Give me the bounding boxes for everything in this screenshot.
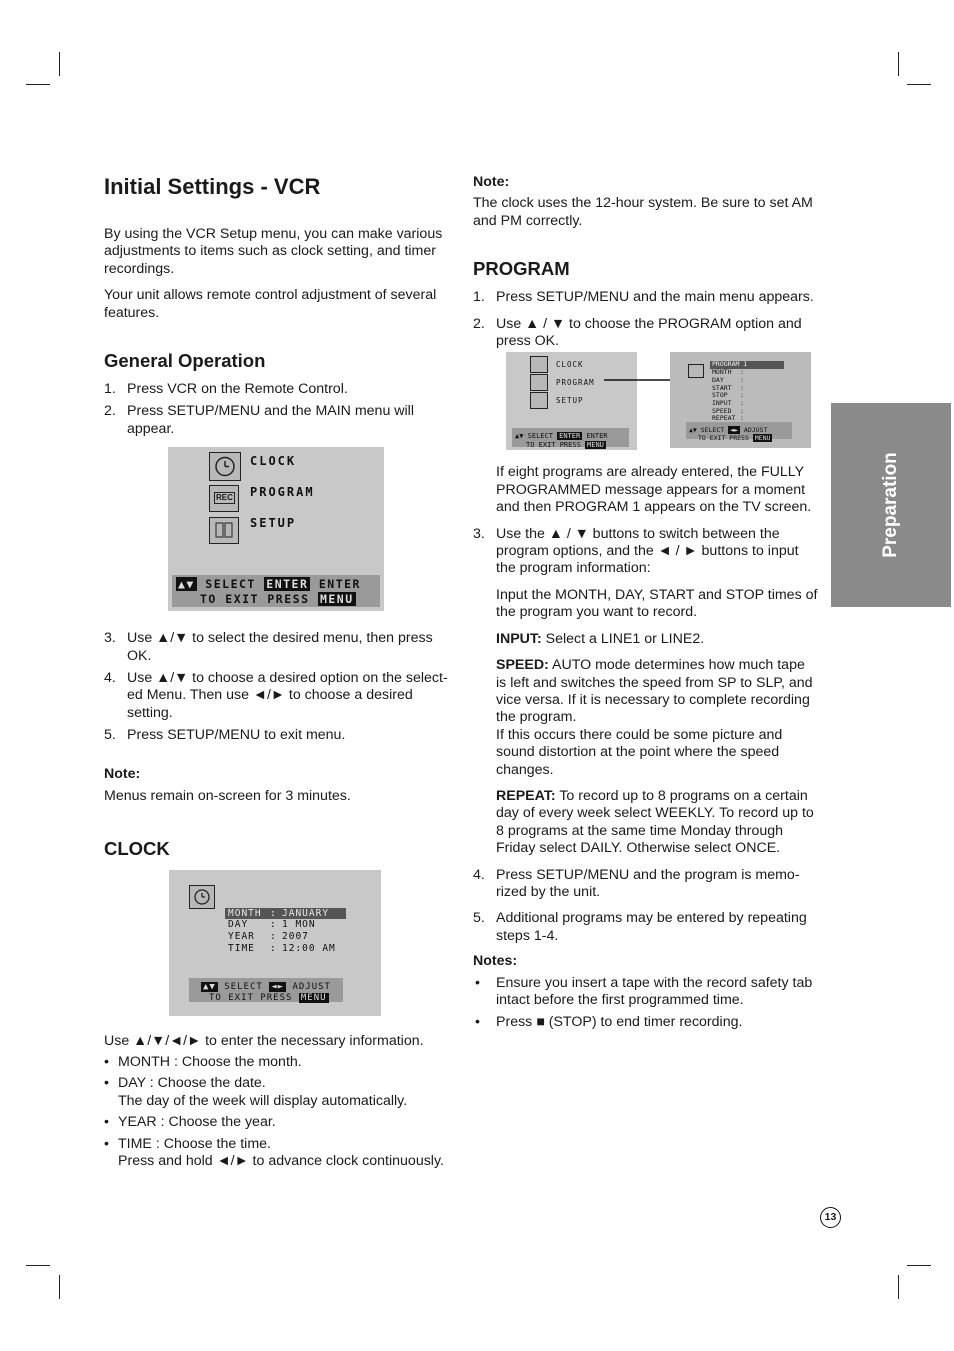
left-column: [104, 168, 452, 1170]
intro-paragraph: Your unit allows remote control adjustment of several features.: [104, 287, 437, 321]
program-row-start[interactable]: START :: [712, 383, 744, 392]
program-paragraph: Input the MONTH, DAY, START and STOP times of the program you want to record.: [496, 586, 818, 621]
list-item: 2. Use ▲ / ▼ to choose the PROGRAM option and press OK.: [473, 315, 802, 350]
list-item: 5. Press SETUP/MENU to exit menu.: [104, 727, 346, 744]
osd-footer: ▲▼ SELECT ◄► ADJUST TO EXIT PRESS MENU: [686, 422, 792, 439]
osd-footer: ▲▼ SELECT ENTER ENTER TO EXIT PRESS MENU: [172, 575, 380, 607]
setup-icon: [530, 392, 548, 409]
osd-footer: ▲▼ SELECT ◄► ADJUST TO EXIT PRESS MENU: [189, 978, 343, 1002]
intro-paragraph: By using the VCR Setup menu, you can make various adjustments to items such as clock setting, and timer recordings.: [104, 226, 443, 277]
speed-description-2: If this occurs there could be some picture and sound distortion at the point where the speed changes.: [496, 726, 783, 778]
section-heading-program: PROGRAM: [473, 258, 570, 280]
list-item: • MONTH : Choose the month.: [104, 1053, 302, 1070]
list-item: • Ensure you insert a tape with the record safety tab intact before the first programmed time.: [475, 974, 813, 1008]
program-rec-icon: [530, 374, 548, 391]
crop-mark: [898, 52, 899, 76]
speed-description: SPEED: AUTO mode determines how much tape is left and switches the speed from SP to SLP, and vice versa. If it is necessary to complete recording the program.: [496, 657, 813, 726]
program-row-day[interactable]: DAY :: [712, 375, 744, 384]
list-item: • YEAR : Choose the year.: [104, 1114, 276, 1131]
clock-icon: [530, 356, 548, 373]
crop-mark: [59, 52, 60, 76]
list-item: 5. Additional programs may be entered by repeating steps 1-4.: [473, 910, 807, 944]
list-item: 4. Use ▲/▼ to choose a desired option on the select-ed Menu. Then use ◄/► to choose a desired setting.: [104, 670, 448, 721]
clock-icon: [209, 452, 241, 481]
section-tab-preparation: Preparation: [831, 403, 951, 607]
main-menu-screen-small: [506, 352, 637, 450]
list-item: • Press ■ (STOP) to end timer recording.: [475, 1014, 743, 1031]
menu-item-setup[interactable]: SETUP: [250, 516, 297, 531]
right-column: [473, 168, 819, 1032]
section-heading-clock: CLOCK: [104, 837, 170, 859]
clock-row-year[interactable]: YEAR : 2007: [228, 931, 309, 943]
section-heading-general: General Operation: [104, 350, 266, 372]
clock-menu-screen: [169, 870, 381, 1016]
program-menu-screen: [670, 352, 811, 448]
crop-mark: [898, 1275, 899, 1299]
crop-mark: [907, 84, 931, 85]
list-item: 4. Press SETUP/MENU and the program is memo-rized by the unit.: [473, 866, 800, 900]
menu-item-program[interactable]: PROGRAM: [250, 485, 315, 500]
program-row-speed[interactable]: SPEED :: [712, 406, 744, 415]
list-item: 3. Use the ▲ / ▼ buttons to switch between the program options, and the ◄ / ► buttons to input the program information:: [473, 525, 799, 577]
setup-icon: [209, 517, 239, 544]
list-item: 3. Use ▲/▼ to select the desired menu, then press OK.: [104, 630, 433, 664]
list-item: • TIME : Choose the time. Press and hold ◄/► to advance clock continuously.: [104, 1135, 444, 1169]
list-item: 2. Press SETUP/MENU and the MAIN menu will appear.: [104, 403, 414, 437]
menu-item-clock[interactable]: CLOCK: [250, 454, 297, 469]
clock-icon: [189, 885, 215, 909]
program-row-stop[interactable]: STOP :: [712, 391, 744, 400]
menu-item-setup[interactable]: SETUP: [556, 396, 584, 406]
clock-row-month[interactable]: MONTH : JANUARY: [225, 908, 346, 920]
clock-row-day[interactable]: DAY : 1 MON: [228, 919, 316, 931]
page-number: 13: [820, 1207, 841, 1228]
list-item: • DAY : Choose the date. The day of the week will display automatically.: [104, 1075, 408, 1109]
list-item: 1. Press VCR on the Remote Control.: [104, 381, 348, 398]
menu-item-program[interactable]: PROGRAM: [556, 378, 595, 388]
osd-footer: ▲▼ SELECT ENTER ENTER TO EXIT PRESS MENU: [512, 428, 629, 447]
program-settings: [710, 361, 784, 423]
program-row-month[interactable]: MONTH :: [712, 368, 744, 377]
program-row-repeat[interactable]: REPEAT :: [712, 414, 744, 423]
crop-mark: [59, 1275, 60, 1299]
note-label: Note:: [473, 174, 510, 190]
crop-mark: [26, 84, 50, 85]
note-text: The clock uses the 12-hour system. Be sure to set AM and PM correctly.: [473, 195, 813, 229]
program-rec-icon: [688, 364, 704, 378]
repeat-description: REPEAT: To record up to 8 programs on a certain day of every week select WEEKLY. To record up to 8 programs at the same time Monday through Friday select DAILY. Otherwise select ONCE.: [496, 787, 814, 857]
menu-item-clock[interactable]: CLOCK: [556, 360, 584, 370]
note-text: Menus remain on-screen for 3 minutes.: [104, 788, 351, 805]
note-label: Note:: [104, 765, 141, 782]
crop-mark: [26, 1265, 50, 1266]
program-rec-icon: REC: [209, 485, 239, 512]
list-item: 1. Press SETUP/MENU and the main menu appears.: [473, 289, 814, 306]
crop-mark: [907, 1265, 931, 1266]
clock-row-time[interactable]: TIME : 12:00 AM: [228, 942, 336, 954]
notes-label: Notes:: [473, 953, 518, 970]
clock-intro: Use ▲/▼/◄/► to enter the necessary information.: [104, 1032, 424, 1049]
input-description: INPUT: Select a LINE1 or LINE2.: [496, 630, 705, 647]
program-title-row: PROGRAM 1: [710, 361, 784, 369]
program-paragraph: If eight programs are already entered, the FULLY PROGRAMMED message appears for a moment and then PROGRAM 1 appears on the TV screen.: [496, 464, 812, 516]
clock-settings: [225, 908, 346, 955]
program-row-input[interactable]: INPUT :: [712, 398, 744, 407]
main-menu-screen: [168, 447, 384, 611]
page-title: Initial Settings - VCR: [104, 174, 321, 199]
